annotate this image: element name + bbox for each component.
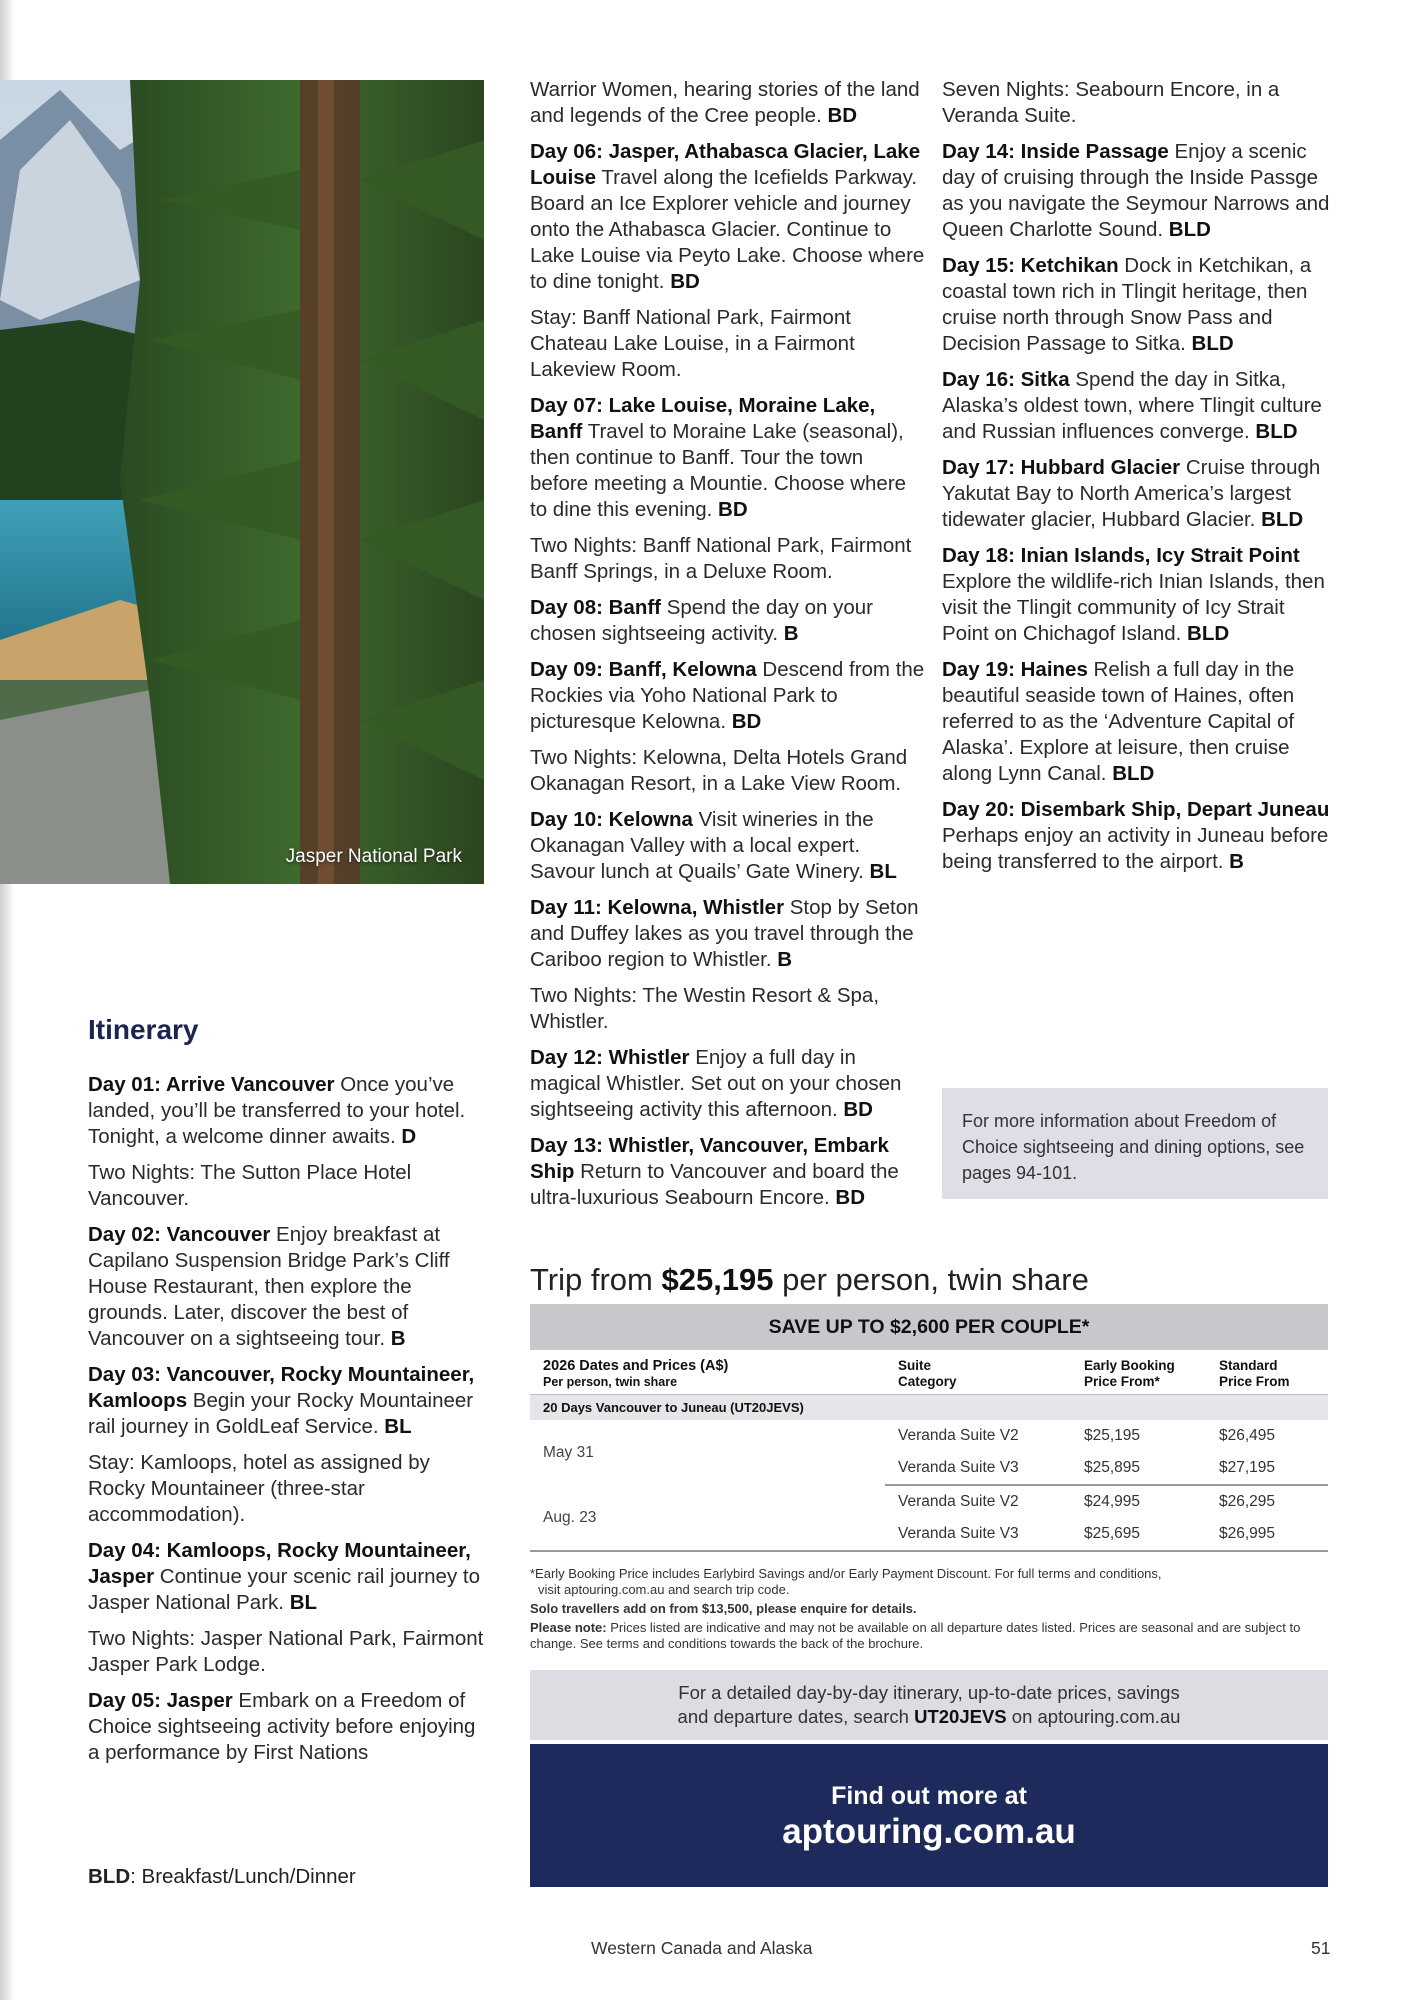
day-heading: Day 08: Banff <box>530 596 662 619</box>
trip-prefix: Trip from <box>530 1262 662 1297</box>
please-note-text: Prices listed are indicative and may not be available on all departure dates listed. Prices are seasonal and are subject to change. See terms and conditions towards the back of the brochure. <box>530 1620 1301 1651</box>
day-heading: Day 13: Whistler, Vancouver, Embark Ship <box>530 1134 889 1183</box>
day-heading: Day 17: Hubbard Glacier <box>942 456 1181 479</box>
day-description: Perhaps enjoy an activity in Juneau before being transferred to the airport. <box>942 824 1329 873</box>
itinerary-day <box>942 139 1334 243</box>
itinerary-heading: Itinerary <box>88 1014 199 1045</box>
meal-code: B <box>777 948 793 971</box>
header-standard: Standard Price From <box>1206 1352 1328 1395</box>
stay-text: Stay: Banff National Park, Fairmont Chateau Lake Louise, in a Fairmont Lakeview Room. <box>530 306 855 381</box>
meal-code: B <box>783 622 799 645</box>
stay-note <box>530 745 926 797</box>
standard-price-cell: $26,495 <box>1219 1427 1276 1444</box>
day-description: Relish a full day in the beautiful seaside town of Haines, often referred to as the ‘Adventure Capital of Alaska’. Explore at leisure, then cruise along Lynn Canal. <box>942 658 1295 785</box>
meal-legend <box>88 1865 356 1889</box>
day-description: Return to Vancouver and board the ultra-luxurious Seabourn Encore. <box>530 1160 899 1209</box>
day-description: Begin your Rocky Mountaineer rail journey in GoldLeaf Service. <box>88 1389 474 1438</box>
day-description: Enjoy breakfast at Capilano Suspension Bridge Park’s Cliff House Restaurant, then explore the grounds. Later, discover the best of Vancouver on a sightseeing tour. <box>88 1223 450 1350</box>
meal-code: BL <box>869 860 897 883</box>
day-heading: Day 20: Disembark Ship, Depart Juneau <box>942 798 1330 821</box>
stay-text: Two Nights: The Westin Resort & Spa, Whistler. <box>530 984 880 1033</box>
jasper-photo-illustration <box>0 80 484 884</box>
save-banner: SAVE UP TO $2,600 PER COUPLE* <box>530 1304 1328 1350</box>
day-heading: Day 12: Whistler <box>530 1046 690 1069</box>
day-heading: Day 10: Kelowna <box>530 808 693 831</box>
itinerary-column-2 <box>530 77 926 1221</box>
day-description: Visit wineries in the Okanagan Valley with a local expert. Savour lunch at Quails’ Gate Winery. <box>530 808 874 883</box>
stay-note <box>88 1626 488 1678</box>
photo-caption: Jasper National Park <box>285 846 462 867</box>
meal-code: BLD <box>1255 420 1298 443</box>
meal-code: BD <box>731 710 762 733</box>
departure-date: May 31 <box>543 1443 594 1461</box>
stay-note <box>530 983 926 1035</box>
meal-code: BLD <box>1168 218 1211 241</box>
suite-cell: Veranda Suite V2 <box>898 1493 1019 1510</box>
itinerary-day <box>530 657 926 735</box>
departure-date: Aug. 23 <box>530 1485 885 1551</box>
meal-code: B <box>1229 850 1244 873</box>
table-row <box>530 1485 1328 1518</box>
itinerary-day <box>88 1072 488 1150</box>
early-price-cell: $25,895 <box>1071 1452 1206 1485</box>
early-booking-note-2: visit aptouring.com.au and search trip code. <box>538 1582 790 1597</box>
itinerary-day <box>88 1362 488 1440</box>
solo-note: Solo travellers add on from $13,500, please enquire for details. <box>530 1601 917 1616</box>
itinerary-day <box>88 1688 488 1766</box>
meal-code: D <box>401 1125 417 1148</box>
meal-legend-label: BLD <box>88 1865 131 1888</box>
day-heading: Day 15: Ketchikan <box>942 254 1119 277</box>
day-description: Cruise through Yakutat Bay to North America’s largest tidewater glacier, Hubbard Glacier. <box>942 456 1321 531</box>
day-heading: Day 16: Sitka <box>942 368 1070 391</box>
day-heading: Day 18: Inian Islands, Icy Strait Point <box>942 544 1300 567</box>
early-price-cell: $25,695 <box>1071 1518 1206 1551</box>
itinerary-column-1 <box>88 1072 488 1776</box>
itinerary-day <box>530 139 926 295</box>
stay-note <box>88 1450 488 1528</box>
standard-price-cell: $27,195 <box>1206 1452 1328 1485</box>
meal-code: BD <box>835 1186 865 1209</box>
day-heading: Day 05: Jasper <box>88 1689 233 1712</box>
jasper-photo <box>0 80 484 884</box>
stay-note <box>942 77 1334 129</box>
meal-code: BD <box>718 498 748 521</box>
day-description: Explore the wildlife-rich Inian Islands, then visit the Tlingit community of Icy Strait Point on Chichagof Island. <box>942 570 1325 645</box>
day-description: Travel to Moraine Lake (seasonal), then continue to Banff. Tour the town before meeting a Mountie. Choose where to dine this evening. <box>530 420 907 521</box>
itinerary-day <box>942 455 1334 533</box>
price-table-header <box>530 1352 1328 1395</box>
day-heading: Day 07: Lake Louise, Moraine Lake, Banff <box>530 394 876 443</box>
trip-suffix: per person, twin share <box>773 1262 1089 1297</box>
stay-note <box>530 533 926 585</box>
day-heading: Day 11: Kelowna, Whistler <box>530 896 785 919</box>
day-description: Warrior Women, hearing stories of the land and legends of the Cree people. <box>530 78 920 127</box>
day-description: Stop by Seton and Duffey lakes as you travel through the Cariboo region to Whistler. <box>530 896 919 971</box>
early-price-cell: $25,195 <box>1084 1427 1141 1444</box>
day-description: Travel along the Icefields Parkway. Board an Ice Explorer vehicle and journey onto the Athabasca Glacier. Continue to Lake Louise via Peyto Lake. Choose where to dine tonight. <box>530 166 925 293</box>
day-description: Enjoy a full day in magical Whistler. Set out on your chosen sightseeing activity this afternoon. <box>530 1046 902 1121</box>
header-early: Early Booking Price From* <box>1071 1352 1206 1395</box>
page-number: 51 <box>1311 1938 1331 1958</box>
header-suite: Suite Category <box>885 1352 1071 1395</box>
itinerary-day <box>530 1045 926 1123</box>
meal-code: B <box>390 1327 406 1350</box>
itinerary-column-3 <box>942 77 1334 885</box>
search-line-1: For a detailed day-by-day itinerary, up-to-date prices, savings <box>678 1682 1180 1703</box>
day-description: Dock in Ketchikan, a coastal town rich in Tlingit heritage, then cruise north through Snow Pass and Decision Passage to Sitka. <box>942 254 1312 355</box>
itinerary-day <box>942 367 1334 445</box>
day-description: Once you’ve landed, you’ll be transferred to your hotel. Tonight, a welcome dinner awaits. <box>88 1073 466 1148</box>
itinerary-day <box>530 1133 926 1211</box>
price-notes <box>530 1566 1328 1655</box>
day-heading: Day 19: Haines <box>942 658 1088 681</box>
early-price-cell: $24,995 <box>1084 1493 1141 1510</box>
itinerary-day <box>88 1222 488 1352</box>
itinerary-day <box>942 253 1334 357</box>
meal-code: BL <box>289 1591 318 1614</box>
itinerary-day <box>942 543 1334 647</box>
day-heading: Day 04: Kamloops, Rocky Mountaineer, Jasper <box>88 1539 471 1588</box>
stay-text: Two Nights: Jasper National Park, Fairmont Jasper Park Lodge. <box>88 1627 484 1676</box>
trip-code: UT20JEVS <box>914 1706 1007 1727</box>
itinerary-day <box>88 1538 488 1616</box>
suite-cell: Veranda Suite V3 <box>885 1518 1071 1551</box>
day-description: Spend the day on your chosen sightseeing activity. <box>530 596 874 645</box>
search-line-2a: and departure dates, search <box>677 1706 915 1727</box>
meal-code: BLD <box>1261 508 1304 531</box>
day-heading: Day 09: Banff, Kelowna <box>530 658 757 681</box>
route-row: 20 Days Vancouver to Juneau (UT20JEVS) <box>530 1395 1328 1421</box>
table-row <box>530 1420 1328 1452</box>
itinerary-day <box>530 895 926 973</box>
trip-price: $25,195 <box>661 1262 774 1297</box>
stay-text: Seven Nights: Seabourn Encore, in a Veranda Suite. <box>942 78 1280 127</box>
cta-line-1: Find out more at <box>831 1782 1027 1810</box>
itinerary-day <box>530 595 926 647</box>
itinerary-day <box>530 807 926 885</box>
footer-title: Western Canada and Alaska <box>591 1938 813 1958</box>
suite-cell: Veranda Suite V2 <box>898 1427 1019 1444</box>
day-description: Enjoy a scenic day of cruising through the Inside Passge as you navigate the Seymour Narrows and Queen Charlotte Sound. <box>942 140 1330 241</box>
meal-code: BLD <box>1191 332 1234 355</box>
stay-text: Stay: Kamloops, hotel as assigned by Rocky Mountaineer (three-star accommodation). <box>88 1451 430 1526</box>
meal-code: BL <box>384 1415 412 1438</box>
day-description: Embark on a Freedom of Choice sightseeing activity before enjoying a performance by First Nations <box>88 1689 476 1764</box>
day-description: Spend the day in Sitka, Alaska’s oldest town, where Tlingit culture and Russian influences converge. <box>942 368 1322 443</box>
meal-code: BD <box>827 104 858 127</box>
stay-note <box>88 1160 488 1212</box>
please-note-label: Please note: <box>530 1620 607 1635</box>
stay-text: Two Nights: Kelowna, Delta Hotels Grand Okanagan Resort, in a Lake View Room. <box>530 746 908 795</box>
itinerary-day <box>942 657 1334 787</box>
meal-code: BD <box>670 270 700 293</box>
itinerary-day <box>942 797 1334 875</box>
itinerary-day <box>530 77 926 129</box>
standard-price-cell: $26,295 <box>1219 1493 1276 1510</box>
stay-note <box>530 305 926 383</box>
standard-price-cell: $26,995 <box>1206 1518 1328 1551</box>
day-heading: Day 03: Vancouver, Rocky Mountaineer, Kamloops <box>88 1363 475 1412</box>
itinerary-day <box>530 393 926 523</box>
day-description: Continue your scenic rail journey to Jasper National Park. <box>88 1565 480 1614</box>
info-box: For more information about Freedom of Choice sightseeing and dining options, see pages 94-101. <box>942 1088 1328 1199</box>
trip-price-heading <box>530 1262 1089 1298</box>
cta-website-link[interactable]: aptouring.com.au <box>782 1812 1076 1851</box>
header-dates: 2026 Dates and Prices (A$) Per person, twin share <box>530 1352 885 1395</box>
day-heading: Day 02: Vancouver <box>88 1223 271 1246</box>
meal-code: BLD <box>1187 622 1230 645</box>
day-heading: Day 06: Jasper, Athabasca Glacier, Lake Louise <box>530 140 921 189</box>
day-heading: Day 01: Arrive Vancouver <box>88 1073 335 1096</box>
find-out-more-banner <box>530 1744 1328 1887</box>
price-table <box>530 1352 1328 1552</box>
suite-cell: Veranda Suite V3 <box>885 1452 1071 1485</box>
meal-code: BD <box>843 1098 873 1121</box>
stay-text: Two Nights: Banff National Park, Fairmont Banff Springs, in a Deluxe Room. <box>530 534 912 583</box>
day-description: Descend from the Rockies via Yoho National Park to picturesque Kelowna. <box>530 658 925 733</box>
stay-text: Two Nights: The Sutton Place Hotel Vancouver. <box>88 1161 412 1210</box>
meal-legend-text: : Breakfast/Lunch/Dinner <box>130 1865 356 1888</box>
meal-code: BLD <box>1112 762 1155 785</box>
early-booking-note: *Early Booking Price includes Earlybird Savings and/or Early Payment Discount. For full terms and conditions, <box>530 1566 1162 1581</box>
search-info-box <box>530 1670 1328 1740</box>
day-heading: Day 14: Inside Passage <box>942 140 1169 163</box>
search-line-2b: on aptouring.com.au <box>1006 1706 1181 1727</box>
